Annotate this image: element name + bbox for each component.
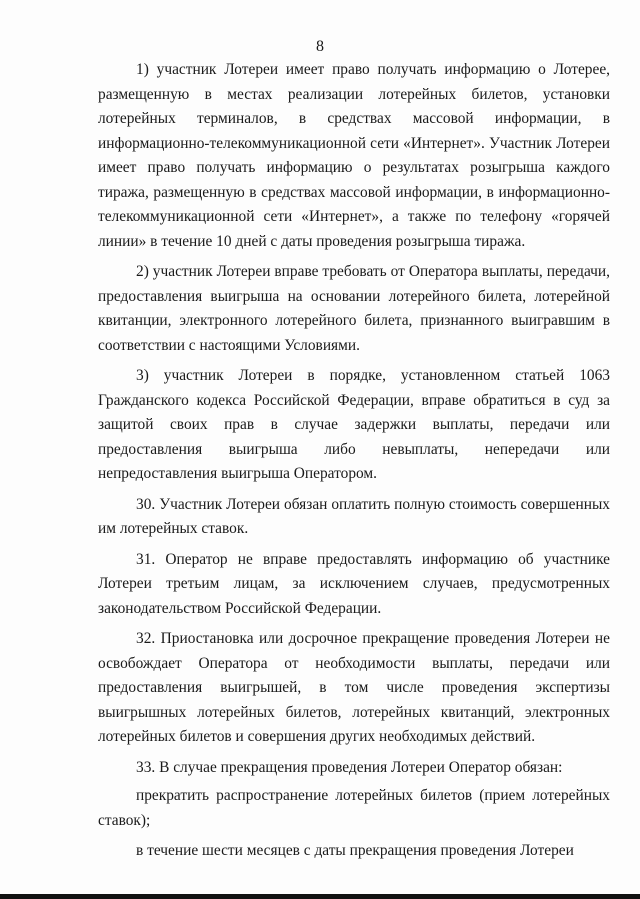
paragraph-clause-31: 31. Оператор не вправе предоставлять информацию об участнике Лотереи третьим лицам, за исключением случаев, предусмотренных законодательством Российской Федерации. [98, 550, 610, 617]
document-body [98, 58, 610, 870]
paragraph-right-to-court: 3) участник Лотереи в порядке, установленном статьей 1063 Гражданского кодекса Российской Федерации, вправе обратиться в суд за защитой своих прав в случае задержки выплаты, передачи или предоставления выигрыша либо невыплаты, непередачи или непредоставления выигрыша Оператором. [98, 367, 610, 482]
scan-bottom-edge [0, 894, 640, 899]
paragraph-clause-32: 32. Приостановка или досрочное прекращение проведения Лотереи не освобождает Оператора от необходимости выплаты, передачи или предоставления выигрышей, в том числе проведения экспертизы выигрышных лотерейных билетов, лотерейных квитанций, электронных лотерейных билетов и совершения других необходимых действий. [98, 630, 610, 745]
paragraph-stop-distribution: прекратить распространение лотерейных билетов (прием лотерейных ставок); [98, 787, 610, 829]
paragraph-right-to-information: 1) участник Лотереи имеет право получать информацию о Лотерее, размещенную в местах реализации лотерейных билетов, установки лотерейных терминалов, в средствах массовой информации, в информационно-телекоммуникационной сети «Интернет». Участник Лотереи имеет право получать информацию о результатах розыгрыша каждого тиража, размещенную в средствах массовой информации, в информационно-телекоммуникационной сети «Интернет», а также по телефону «горячей линии» в течение 10 дней с даты проведения розыгрыша тиража. [98, 61, 610, 250]
paragraph-six-months: в течение шести месяцев с даты прекращения проведения Лотереи [136, 842, 574, 859]
page-number: 8 [316, 38, 324, 55]
paragraph-clause-33: 33. В случае прекращения проведения Лотереи Оператор обязан: [136, 758, 563, 776]
paragraph-right-to-demand-payout: 2) участник Лотереи вправе требовать от Оператора выплаты, передачи, предоставления выигрыша на основании лотерейного билета, лотерейной квитанции, электронного лотерейного билета, признанного выигравшим в соответствии с настоящими Условиями. [98, 263, 610, 354]
paragraph-clause-30: 30. Участник Лотереи обязан оплатить полную стоимость совершенных им лотерейных ставок. [98, 495, 610, 537]
